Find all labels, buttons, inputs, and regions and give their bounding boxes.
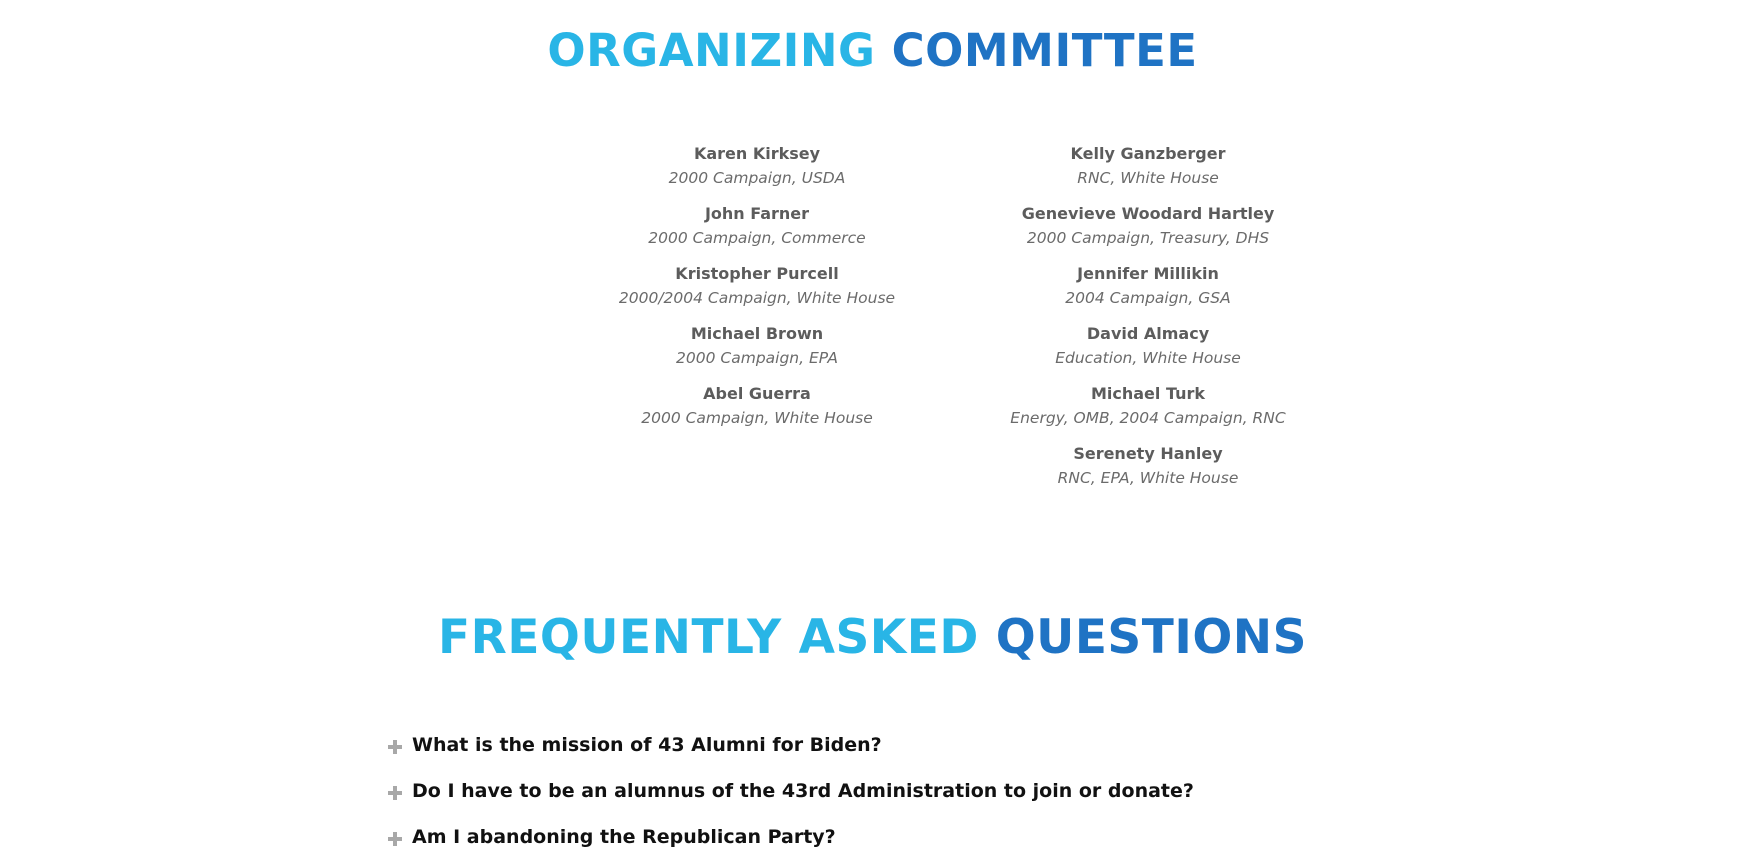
member-name: Michael Turk [1090,384,1206,403]
committee-member [557,382,957,442]
committee-member [948,322,1348,382]
committee-heading-light: ORGANIZING [547,24,876,77]
committee-column-left [557,142,957,442]
member-name: Karen Kirksey [693,144,821,163]
faq-accordion [388,722,1388,860]
faq-item-mission[interactable] [388,722,1388,768]
member-name: Genevieve Woodard Hartley [1021,204,1275,223]
faq-item-republican-party[interactable] [388,814,1388,860]
member-role: RNC, White House [1077,169,1219,187]
member-role: 2000 Campaign, White House [641,409,873,427]
member-role: Education, White House [1055,349,1241,367]
member-role: 2000 Campaign, USDA [668,169,846,187]
member-role: Energy, OMB, 2004 Campaign, RNC [1010,409,1286,427]
committee-member [948,442,1348,502]
faq-item-alumnus[interactable] [388,768,1388,814]
committee-member [557,142,957,202]
plus-icon[interactable] [388,832,402,846]
committee-member [948,142,1348,202]
member-role: RNC, EPA, White House [1057,469,1239,487]
committee-member [948,262,1348,322]
plus-icon[interactable] [388,786,402,800]
member-role: 2000 Campaign, Commerce [648,229,866,247]
committee-member [557,202,957,262]
committee-member [557,262,957,322]
plus-icon[interactable] [388,740,402,754]
faq-heading-dark: QUESTIONS [995,610,1307,665]
faq-heading-light: FREQUENTLY ASKED [438,610,979,665]
faq-question[interactable]: Do I have to be an alumnus of the 43rd Administration to join or donate? [412,780,1194,802]
committee-heading-dark: COMMITTEE [891,24,1198,77]
member-name: Kristopher Purcell [675,264,839,283]
member-name: Jennifer Millikin [1077,264,1219,283]
committee-member [948,202,1348,262]
member-name: Kelly Ganzberger [1070,144,1226,163]
member-role: 2000 Campaign, EPA [676,349,838,367]
committee-member [948,382,1348,442]
faq-heading [0,610,1745,665]
member-name: Serenety Hanley [1073,444,1223,463]
faq-question[interactable]: Am I abandoning the Republican Party? [412,826,836,848]
member-name: Abel Guerra [703,384,811,403]
committee-heading [0,24,1745,77]
member-name: David Almacy [1086,324,1210,343]
member-name: Michael Brown [690,324,824,343]
member-role: 2000/2004 Campaign, White House [618,289,896,307]
member-name: John Farner [704,204,810,223]
member-role: 2000 Campaign, Treasury, DHS [1026,229,1270,247]
committee-member [557,322,957,382]
member-role: 2004 Campaign, GSA [1065,289,1231,307]
faq-question[interactable]: What is the mission of 43 Alumni for Biden? [412,734,882,756]
committee-column-right [948,142,1348,502]
